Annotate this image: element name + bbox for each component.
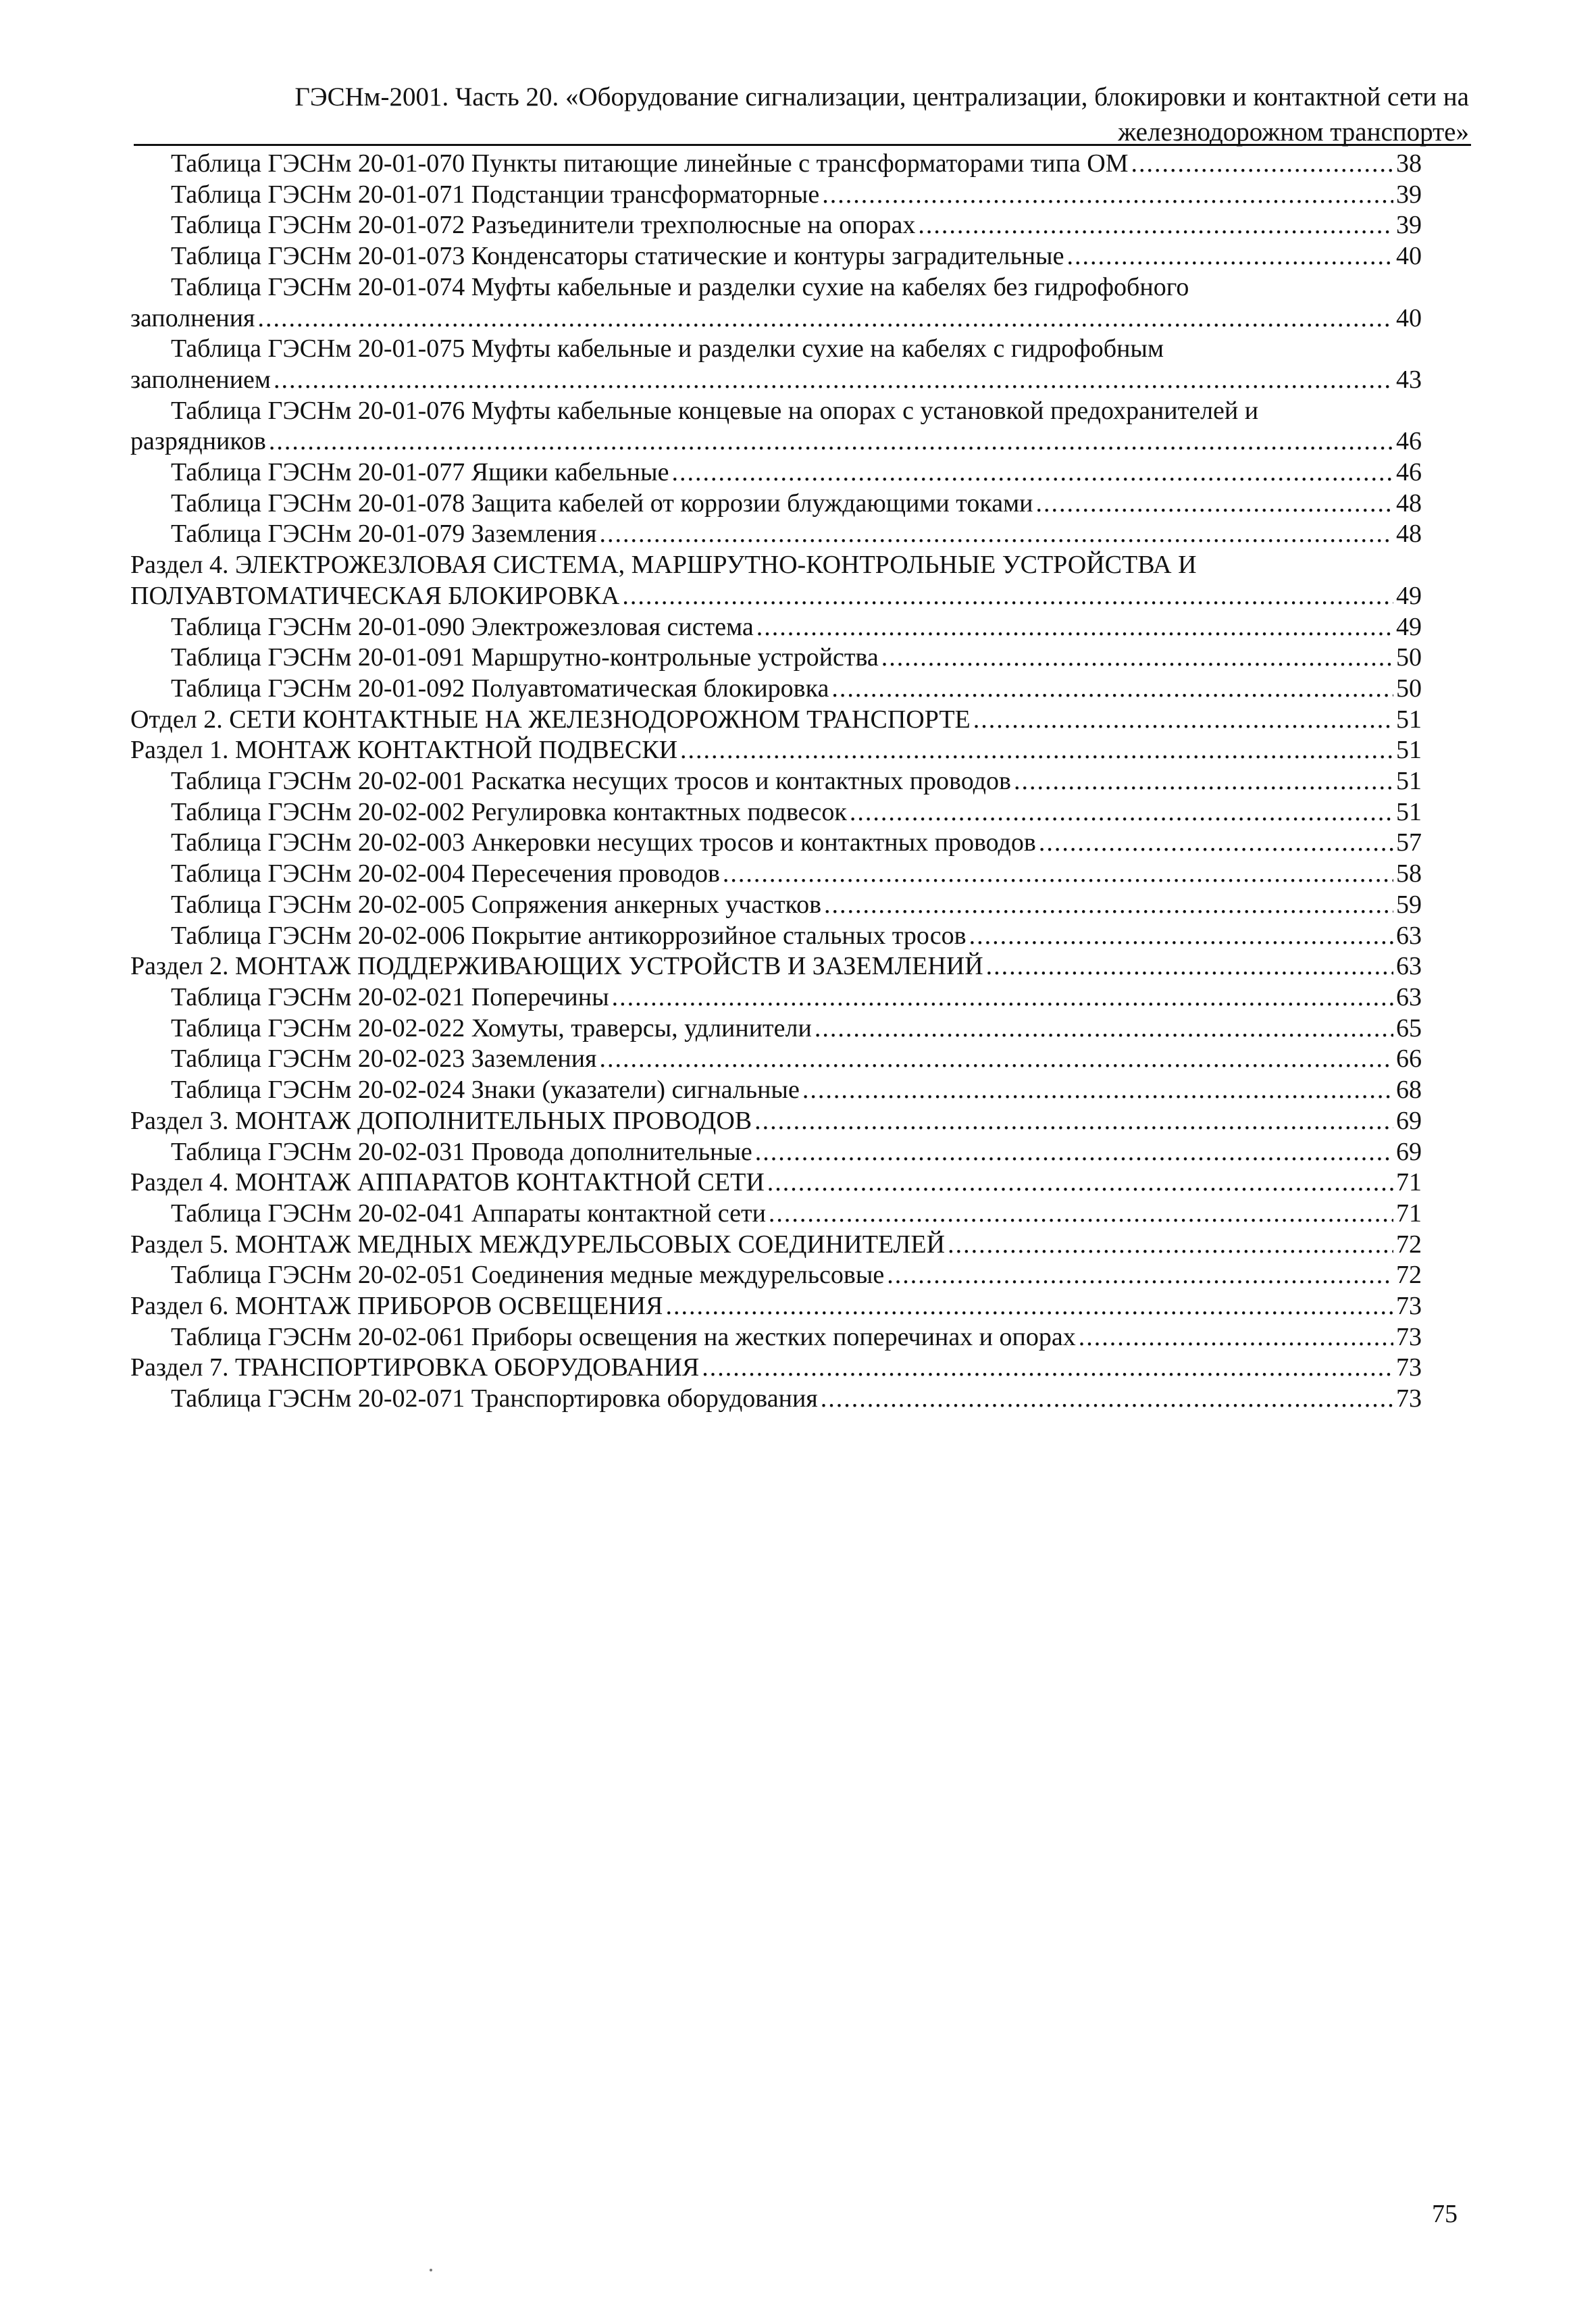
dot-leader — [831, 674, 1393, 705]
dot-leader — [824, 890, 1393, 921]
dot-leader — [1039, 828, 1393, 859]
toc-entry-title: Таблица ГЭСНм 20-02-006 Покрытие антикоррозийное стальных тросов — [171, 921, 967, 950]
dot-leader — [702, 1353, 1393, 1384]
toc-entry-page: 69 — [1396, 1137, 1422, 1166]
toc-entry-title-continuation: заполнением — [130, 365, 271, 394]
dot-leader — [1131, 149, 1393, 180]
toc-entry[interactable] — [130, 1260, 1422, 1291]
toc-entry-page: 65 — [1396, 1013, 1422, 1042]
toc-entry-page: 58 — [1396, 859, 1422, 888]
toc-entry-page: 73 — [1396, 1353, 1422, 1382]
toc-entry-title: Таблица ГЭСНм 20-01-076 Муфты кабельные концевые на опорах с установкой предохранителей и — [171, 396, 1259, 425]
toc-entry-page: 73 — [1396, 1384, 1422, 1413]
dot-leader — [881, 643, 1393, 674]
toc-entry[interactable] — [130, 1199, 1422, 1230]
toc-entry[interactable] — [130, 396, 1422, 457]
toc-entry-title: Таблица ГЭСНм 20-02-041 Аппараты контактной сети — [171, 1199, 766, 1228]
toc-entry-page: 63 — [1396, 982, 1422, 1011]
toc-entry-title: Таблица ГЭСНм 20-01-078 Защита кабелей от коррозии блуждающими токами — [171, 488, 1033, 518]
toc-entry-title: Таблица ГЭСНм 20-02-004 Пересечения проводов — [171, 859, 720, 888]
toc-entry-page: 51 — [1396, 736, 1422, 765]
toc-entry-page: 51 — [1396, 767, 1422, 796]
toc-entry[interactable] — [130, 1044, 1422, 1075]
dot-leader — [918, 210, 1393, 241]
header-divider — [134, 144, 1471, 146]
toc-entry-page: 46 — [1396, 458, 1422, 487]
toc-entry[interactable] — [130, 272, 1422, 334]
toc-entry-title: Таблица ГЭСНм 20-01-072 Разъединители трехполюсные на опорах — [171, 211, 916, 240]
toc-entry[interactable] — [130, 1137, 1422, 1168]
toc-entry-page: 59 — [1396, 890, 1422, 919]
toc-entry[interactable] — [130, 674, 1422, 705]
toc-entry-title: Таблица ГЭСНм 20-01-071 Подстанции трансформаторные — [171, 180, 820, 209]
toc-entry[interactable] — [130, 735, 1422, 766]
toc-entry-title: Таблица ГЭСНм 20-02-051 Соединения медные междурельсовые — [171, 1261, 885, 1290]
dot-leader — [274, 365, 1393, 396]
dot-leader — [680, 735, 1393, 766]
toc-entry-title: Раздел 5. МОНТАЖ МЕДНЫХ МЕЖДУРЕЛЬСОВЫХ СОЕДИНИТЕЛЕЙ — [130, 1230, 946, 1259]
dot-leader — [815, 1013, 1393, 1045]
toc-entry-page: 57 — [1396, 828, 1422, 857]
toc-entry-page: 51 — [1396, 797, 1422, 826]
toc-entry-page: 72 — [1396, 1261, 1422, 1290]
dot-leader — [948, 1230, 1393, 1261]
toc-entry-title: Таблица ГЭСНм 20-02-002 Регулировка контактных подвесок — [171, 797, 847, 826]
toc-entry-title: Таблица ГЭСНм 20-01-070 Пункты питающие линейные с трансформаторами типа ОМ — [171, 149, 1129, 178]
toc-entry-page: 71 — [1396, 1199, 1422, 1228]
toc-entry-page: 51 — [1396, 705, 1422, 734]
toc-entry[interactable] — [130, 1322, 1422, 1353]
toc-entry-page: 39 — [1396, 180, 1422, 209]
toc-entry[interactable] — [130, 241, 1422, 272]
toc-entry-page: 72 — [1396, 1230, 1422, 1259]
dot-leader — [723, 859, 1393, 890]
toc-entry[interactable] — [130, 1230, 1422, 1261]
toc-entry-page: 49 — [1396, 581, 1422, 610]
dot-leader — [258, 303, 1393, 334]
dot-leader — [887, 1260, 1393, 1291]
toc-entry-title: Таблица ГЭСНм 20-01-074 Муфты кабельные и разделки сухие на кабелях без гидрофобного — [171, 272, 1189, 301]
toc-entry[interactable] — [130, 1167, 1422, 1199]
dot-leader — [1079, 1322, 1393, 1353]
toc-entry-page: 71 — [1396, 1168, 1422, 1197]
toc-entry[interactable] — [130, 1384, 1422, 1415]
dot-leader — [767, 1167, 1393, 1199]
dot-leader — [756, 612, 1393, 643]
dot-leader — [850, 797, 1393, 828]
dot-leader — [969, 921, 1393, 952]
toc-entry[interactable] — [130, 1075, 1422, 1106]
toc-entry-title: Таблица ГЭСНм 20-01-077 Ящики кабельные — [171, 458, 669, 487]
toc-entry-title: Раздел 3. МОНТАЖ ДОПОЛНИТЕЛЬНЫХ ПРОВОДОВ — [130, 1106, 752, 1135]
toc-entry-title: Таблица ГЭСНм 20-02-031 Провода дополнительные — [171, 1137, 752, 1166]
dot-leader — [269, 426, 1393, 457]
toc-entry[interactable] — [130, 890, 1422, 921]
toc-entry-title: Раздел 6. МОНТАЖ ПРИБОРОВ ОСВЕЩЕНИЯ — [130, 1292, 663, 1321]
toc-entry-page: 50 — [1396, 643, 1422, 672]
toc-entry-page: 73 — [1396, 1292, 1422, 1321]
header-line-2: железнодорожном транспорте» — [1118, 118, 1469, 147]
toc-entry[interactable] — [130, 334, 1422, 395]
toc-entry[interactable] — [130, 1353, 1422, 1384]
toc-entry[interactable] — [130, 797, 1422, 828]
scan-speck — [430, 2269, 432, 2271]
toc-entry-page: 46 — [1396, 427, 1422, 456]
toc-entry[interactable] — [130, 982, 1422, 1013]
toc-entry[interactable] — [130, 457, 1422, 488]
toc-entry-page: 38 — [1396, 149, 1422, 178]
toc-entry-title: Таблица ГЭСНм 20-02-021 Поперечины — [171, 982, 609, 1011]
toc-entry-title: Отдел 2. СЕТИ КОНТАКТНЫЕ НА ЖЕЛЕЗНОДОРОЖНОМ ТРАНСПОРТЕ — [130, 705, 971, 734]
toc-entry-title: Таблица ГЭСНм 20-01-091 Маршрутно-контрольные устройства — [171, 643, 879, 672]
toc-entry-page: 69 — [1396, 1106, 1422, 1135]
toc-entry-title: Раздел 1. МОНТАЖ КОНТАКТНОЙ ПОДВЕСКИ — [130, 736, 678, 765]
toc-entry-page: 66 — [1396, 1045, 1422, 1074]
dot-leader — [769, 1199, 1393, 1230]
toc-entry[interactable] — [130, 550, 1422, 611]
toc-entry-page: 43 — [1396, 365, 1422, 394]
dot-leader — [1066, 241, 1393, 272]
toc-entry-title: Таблица ГЭСНм 20-02-061 Приборы освещения на жестких поперечинах и опорах — [171, 1322, 1076, 1351]
toc-entry[interactable] — [130, 766, 1422, 797]
dot-leader — [821, 1384, 1393, 1415]
toc-entry-title: Раздел 4. ЭЛЕКТРОЖЕЗЛОВАЯ СИСТЕМА, МАРШРУТНО-КОНТРОЛЬНЫЕ УСТРОЙСТВА И — [130, 551, 1197, 580]
toc-entry-title: Таблица ГЭСНм 20-02-001 Раскатка несущих тросов и контактных проводов — [171, 767, 1011, 796]
table-of-contents — [130, 149, 1422, 1415]
toc-entry[interactable] — [130, 1291, 1422, 1322]
dot-leader — [665, 1291, 1393, 1322]
dot-leader — [1036, 488, 1393, 520]
toc-entry-title: Таблица ГЭСНм 20-02-003 Анкеровки несущих тросов и контактных проводов — [171, 828, 1036, 857]
toc-entry-title: Таблица ГЭСНм 20-02-024 Знаки (указатели) сигнальные — [171, 1076, 800, 1105]
toc-entry-title: Таблица ГЭСНм 20-01-090 Электрожезловая система — [171, 612, 754, 641]
toc-entry[interactable] — [130, 643, 1422, 674]
toc-entry-page: 73 — [1396, 1322, 1422, 1351]
toc-entry[interactable] — [130, 1106, 1422, 1137]
dot-leader — [612, 982, 1393, 1013]
toc-entry-page: 48 — [1396, 520, 1422, 549]
toc-entry[interactable] — [130, 210, 1422, 241]
page-number: 75 — [1432, 2200, 1458, 2228]
toc-entry[interactable] — [130, 951, 1422, 982]
toc-entry-title: Таблица ГЭСНм 20-02-023 Заземления — [171, 1045, 597, 1074]
dot-leader — [1014, 766, 1393, 797]
toc-entry-title: Раздел 4. МОНТАЖ АППАРАТОВ КОНТАКТНОЙ СЕТИ — [130, 1168, 765, 1197]
toc-entry-title: Таблица ГЭСНм 20-02-022 Хомуты, траверсы, удлинители — [171, 1013, 812, 1042]
toc-entry-title: Таблица ГЭСНм 20-01-075 Муфты кабельные и разделки сухие на кабелях с гидрофобным — [171, 334, 1164, 363]
dot-leader — [802, 1075, 1393, 1106]
toc-entry-page: 40 — [1396, 303, 1422, 332]
toc-entry-page: 68 — [1396, 1076, 1422, 1105]
toc-entry-page: 63 — [1396, 921, 1422, 950]
dot-leader — [600, 1044, 1393, 1075]
dot-leader — [671, 457, 1393, 488]
toc-entry-title: Таблица ГЭСНм 20-01-073 Конденсаторы статические и контуры заградительные — [171, 242, 1064, 271]
toc-entry[interactable] — [130, 149, 1422, 180]
header-line-1: ГЭСНм-2001. Часть 20. «Оборудование сигнализации, централизации, блокировки и контактной сети на — [294, 82, 1469, 111]
toc-entry[interactable] — [130, 519, 1422, 550]
toc-entry[interactable] — [130, 612, 1422, 643]
toc-entry[interactable] — [130, 705, 1422, 736]
toc-entry[interactable] — [130, 1013, 1422, 1045]
dot-leader — [755, 1137, 1393, 1168]
toc-entry-title: Раздел 2. МОНТАЖ ПОДДЕРЖИВАЮЩИХ УСТРОЙСТВ И ЗАЗЕМЛЕНИЙ — [130, 952, 983, 981]
toc-entry-page: 39 — [1396, 211, 1422, 240]
running-header — [135, 80, 1469, 150]
toc-entry[interactable] — [130, 859, 1422, 890]
toc-entry-title: Раздел 7. ТРАНСПОРТИРОВКА ОБОРУДОВАНИЯ — [130, 1353, 700, 1382]
toc-entry[interactable] — [130, 921, 1422, 952]
toc-entry-page: 49 — [1396, 612, 1422, 641]
toc-entry-page: 48 — [1396, 488, 1422, 518]
toc-entry[interactable] — [130, 488, 1422, 520]
dot-leader — [973, 705, 1393, 736]
toc-entry-title: Таблица ГЭСНм 20-02-071 Транспортировка оборудования — [171, 1384, 818, 1413]
dot-leader — [822, 180, 1393, 211]
dot-leader — [600, 519, 1393, 550]
dot-leader — [754, 1106, 1393, 1137]
toc-entry[interactable] — [130, 828, 1422, 859]
toc-entry-page: 40 — [1396, 242, 1422, 271]
toc-entry-title: Таблица ГЭСНм 20-01-092 Полуавтоматическая блокировка — [171, 674, 829, 703]
toc-entry-page: 50 — [1396, 674, 1422, 703]
toc-entry-title-continuation: ПОЛУАВТОМАТИЧЕСКАЯ БЛОКИРОВКА — [130, 581, 620, 610]
toc-entry-title: Таблица ГЭСНм 20-02-005 Сопряжения анкерных участков — [171, 890, 822, 919]
toc-entry-title-continuation: заполнения — [130, 303, 255, 332]
dot-leader — [986, 951, 1393, 982]
toc-entry-title-continuation: разрядников — [130, 427, 266, 456]
toc-entry-title: Таблица ГЭСНм 20-01-079 Заземления — [171, 520, 597, 549]
toc-entry[interactable] — [130, 180, 1422, 211]
dot-leader — [622, 581, 1393, 612]
toc-entry-page: 63 — [1396, 952, 1422, 981]
